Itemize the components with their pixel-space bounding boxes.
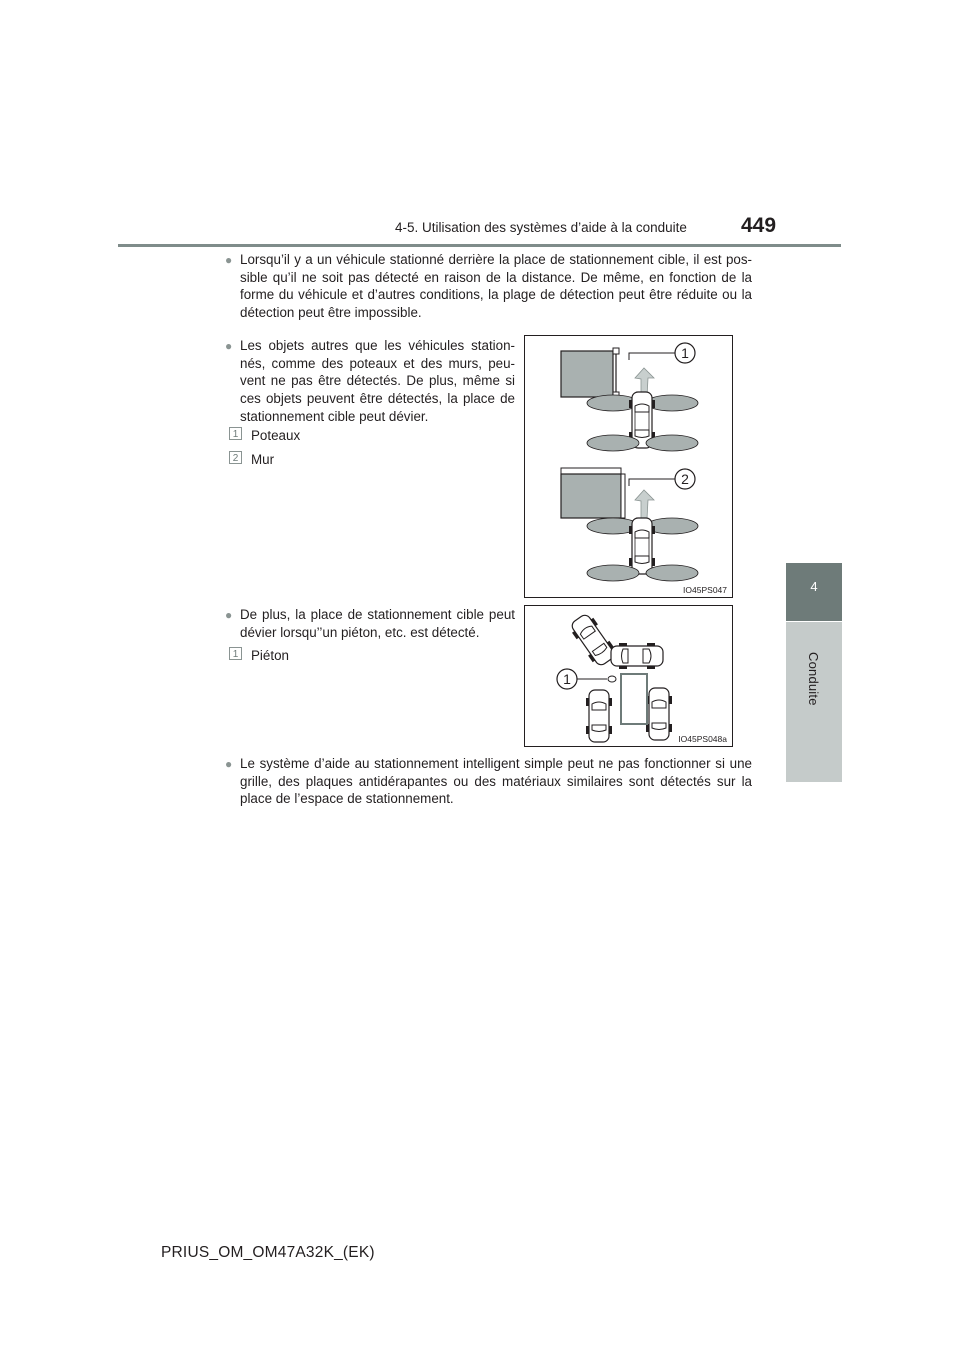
callout-1: 1 xyxy=(681,345,689,361)
chapter-label: Conduite xyxy=(806,652,821,706)
text-line: vent ne pas être détectés. De plus, même si xyxy=(240,373,515,389)
figure-obstacles-drawing xyxy=(525,336,732,597)
bullet-icon: ● xyxy=(225,253,233,267)
header-rule xyxy=(118,244,841,247)
bullet-icon: ● xyxy=(225,608,233,622)
paragraph-1 xyxy=(240,251,752,322)
text-line: grille, des plaques antidérapantes ou des matériaux similaires sont détectés sur la xyxy=(240,773,752,789)
bullet-icon: ● xyxy=(225,339,233,353)
paragraph-4 xyxy=(240,755,752,808)
figure-code: IO45PS048a xyxy=(678,734,727,744)
text-line: sible qu’il ne soit pas détecté en raison de la distance. De même, en fonction de la xyxy=(240,269,752,285)
paragraph-3 xyxy=(240,606,515,641)
paragraph-2 xyxy=(240,337,515,426)
text-line: place de l’espace de stationnement. xyxy=(240,791,454,807)
figure-obstacles xyxy=(524,335,733,598)
callout-1: 1 xyxy=(563,671,571,687)
text-line: Le système d’aide au stationnement intelligent simple peut ne pas fonctionner si une xyxy=(240,756,752,771)
item-label-poteaux: Poteaux xyxy=(251,428,301,443)
text-line: forme du véhicule et d’autres conditions, la plage de détection peut être réduite ou la xyxy=(240,287,752,303)
text-line: nés, comme des poteaux et des murs, peu- xyxy=(240,355,515,371)
text-line: De plus, la place de stationnement cible peut xyxy=(240,607,515,622)
figure-pedestrian-drawing xyxy=(525,606,732,746)
bullet-icon: ● xyxy=(225,757,233,771)
item-number: 1 xyxy=(229,647,242,660)
chapter-number-tab xyxy=(786,563,842,621)
document-id: PRIUS_OM_OM47A32K_(EK) xyxy=(161,1244,375,1261)
text-line: stationnement cible peut dévier. xyxy=(240,408,429,424)
chapter-label-tab xyxy=(786,622,842,782)
text-line: Lorsqu’il y a un véhicule stationné derrière la place de stationnement cible, il est pos- xyxy=(240,252,752,267)
callout-2: 2 xyxy=(681,471,689,487)
text-line: ces objets peuvent être détectés, la place de xyxy=(240,391,515,407)
figure-pedestrian xyxy=(524,605,733,747)
section-title: 4-5. Utilisation des systèmes d’aide à la conduite xyxy=(395,220,687,235)
item-label-pieton: Piéton xyxy=(251,648,289,663)
figure-code: IO45PS047 xyxy=(683,585,727,595)
page-number: 449 xyxy=(741,214,777,237)
text-line: dévier lorsqu’’un piéton, etc. est détecté. xyxy=(240,624,480,640)
item-label-mur: Mur xyxy=(251,452,275,467)
item-number: 2 xyxy=(229,451,242,464)
chapter-number: 4 xyxy=(810,579,818,594)
text-line: détection peut être impossible. xyxy=(240,305,422,321)
item-number: 1 xyxy=(229,427,242,440)
text-line: Les objets autres que les véhicules station- xyxy=(240,338,515,353)
